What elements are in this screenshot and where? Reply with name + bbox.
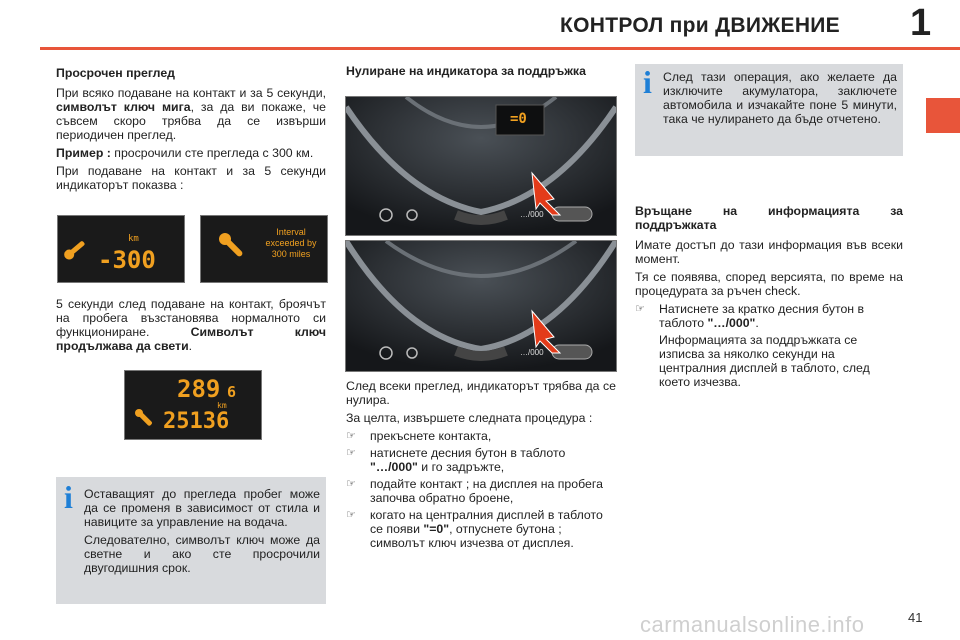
odometer-km-label: km xyxy=(217,401,227,410)
page-number: 41 xyxy=(908,610,923,625)
column-1-continued xyxy=(56,297,326,357)
column-2-text xyxy=(346,379,616,553)
overdue-km-display xyxy=(57,215,185,283)
instrument-cluster-illustration xyxy=(346,97,616,235)
odometer-value: 25136 xyxy=(163,409,230,434)
wrench-icon xyxy=(215,230,255,270)
reset-step-1: ☞ прекъснете контакта, xyxy=(346,429,492,443)
overdue-value: -300 xyxy=(98,246,156,274)
overdue-paragraph-1: При всяко подаване на контакт и за 5 секунди, символът ключ мига, за да ви покаже, че съвсем скоро трябва да се извърши периодичен преглед. xyxy=(56,86,327,142)
reset-heading: Нулиране на индикатора за поддръжка xyxy=(346,64,586,78)
reset-paragraph-2: За целта, извършете следната процедура : xyxy=(346,411,593,425)
page-title: КОНТРОЛ при ДВИЖЕНИЕ xyxy=(560,14,840,37)
odometer-display xyxy=(124,370,262,440)
reset-button-label: …/000 xyxy=(520,210,544,219)
interval-text: Interval exceeded by 300 miles xyxy=(265,227,317,259)
chapter-number: 1 xyxy=(910,2,932,44)
trip-decimal: 6 xyxy=(227,383,237,401)
interval-exceeded-display xyxy=(200,215,328,283)
overdue-example: Пример : просрочили сте прегледа с 300 км. xyxy=(56,146,314,160)
overdue-paragraph-3: При подаване на контакт и за 5 секунди индикаторът показва : xyxy=(56,164,326,192)
info-box-battery xyxy=(635,64,903,156)
recall-paragraph-3: Информацията за поддръжката се изписва за няколко секунди на централния дисплей в таблото, след което изчезва. xyxy=(659,333,870,389)
reset-step-4: ☞ когато на централния дисплей в таблото се появи "=0", отпуснете бутона ; символът ключ изчезва от дисплея. xyxy=(346,508,603,550)
reset-display-value: =0 xyxy=(510,111,527,127)
recall-heading: Връщане на информацията за поддръжката xyxy=(635,204,903,232)
reset-button-label: …/000 xyxy=(520,348,544,357)
header-rule xyxy=(40,47,960,50)
instrument-cluster-illustration xyxy=(346,241,616,371)
recall-step: ☞ Натиснете за кратко десния бутон в таблото "…/000". xyxy=(635,302,865,330)
instrument-photo-bottom xyxy=(345,240,617,372)
trip-value: 289 xyxy=(177,375,221,403)
reset-step-2: ☞ натиснете десния бутон в таблото "…/000" и го задръжте, xyxy=(346,446,566,474)
restore-paragraph: 5 секунди след подаване на контакт, броячът на пробега възстановява нормалното си функциониране. Символът ключ продължава да свети. xyxy=(56,297,326,353)
column-3 xyxy=(635,204,903,393)
km-unit-label: km xyxy=(128,234,139,244)
column-1 xyxy=(56,66,326,196)
info-icon: i xyxy=(64,479,73,515)
reset-step-3: ☞ подайте контакт ; на дисплея на пробега започва обратно броене, xyxy=(346,477,603,505)
overdue-heading: Просрочен преглед xyxy=(56,66,175,80)
watermark: carmanualsonline.info xyxy=(640,612,865,637)
wrench-icon xyxy=(133,407,157,431)
info-box-text: Оставащият до прегледа пробег може да се променя в зависимост от стила и навиците за управление на водача. Следователно, символът ключ може да светне и ако сте просрочили двугодишния срок. xyxy=(84,487,320,575)
column-2 xyxy=(346,64,616,84)
recall-paragraph-2: Тя се появява, според версията, по време на процедурата за ръчен check. xyxy=(635,270,903,298)
info-box-mileage xyxy=(56,477,326,604)
chapter-tab xyxy=(926,98,960,133)
info-box-battery-text: След тази операция, ако желаете да изключите акумулатора, заключете автомобила и изчакайте поне 5 минути, така че нулирането да бъде отчетено. xyxy=(663,70,897,126)
instrument-photo-top xyxy=(345,96,617,236)
recall-paragraph-1: Имате достъп до тази информация във всеки момент. xyxy=(635,238,903,266)
reset-paragraph-1: След всеки преглед, индикаторът трябва да се нулира. xyxy=(346,379,616,407)
info-icon: i xyxy=(643,64,652,100)
